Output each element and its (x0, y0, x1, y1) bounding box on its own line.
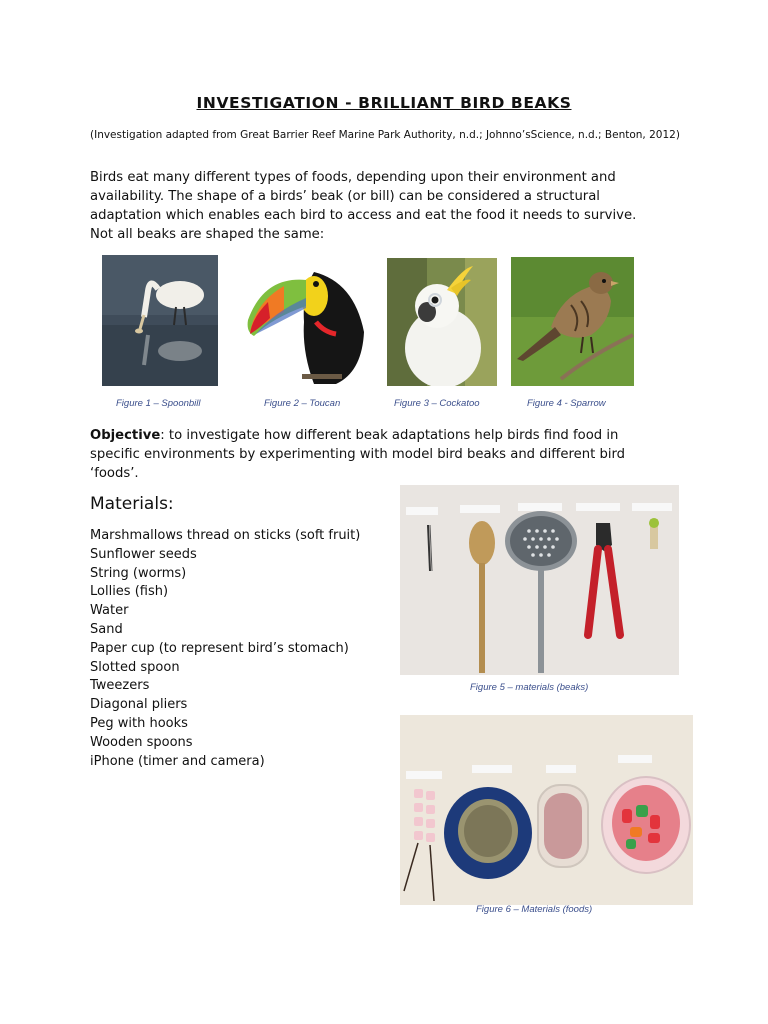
materials-list (90, 527, 360, 771)
objective-paragraph (90, 426, 650, 483)
toucan-photo (244, 262, 368, 386)
list-item: Marshmallows thread on sticks (soft fruit) (90, 528, 361, 543)
spoonbill-photo (102, 255, 218, 386)
materials-heading: Materials: (90, 494, 174, 514)
list-item: Water (90, 603, 129, 619)
list-item: Slotted spoon (90, 659, 180, 675)
citation: (Investigation adapted from Great Barrier Reef Marine Park Authority, n.d.; Johnno’sScience, n.d.; Benton, 2012) (90, 129, 680, 141)
list-item: Wooden spoons (90, 734, 193, 750)
list-item: Sand (90, 621, 123, 637)
cockatoo-photo (387, 258, 497, 386)
figure-6-caption: Figure 6 – Materials (foods) (476, 904, 593, 915)
figure-1-caption: Figure 1 – Spoonbill (116, 398, 201, 409)
list-item: iPhone (timer and camera) (90, 753, 265, 769)
intro-paragraph: Birds eat many different types of foods, depending upon their environment and availability. The shape of a birds’ beak (or bill) can be considered a structural adaptation which enables each bird to access and eat the food it needs to survive. Not all beaks are shaped the same: (90, 170, 637, 242)
figure-2-caption: Figure 2 – Toucan (264, 398, 341, 409)
page-title: INVESTIGATION - BRILLIANT BIRD BEAKS (196, 94, 572, 112)
list-item: Diagonal pliers (90, 697, 188, 713)
objective-label: Objective (90, 428, 161, 443)
list-item: Sunflower seeds (90, 546, 197, 562)
figure-4-caption: Figure 4 - Sparrow (527, 398, 606, 409)
beaks-materials-photo (400, 485, 679, 675)
objective-text: : to investigate how different beak adaptations help birds find food in specific environments by experimenting with model bird beaks and different bird ‘foods’. (90, 428, 626, 481)
sparrow-photo (511, 257, 634, 386)
figure-3-caption: Figure 3 – Cockatoo (394, 398, 480, 409)
list-item: Paper cup (to represent bird’s stomach) (90, 640, 349, 656)
list-item: Peg with hooks (90, 715, 188, 731)
list-item: Tweezers (90, 678, 150, 694)
list-item: String (worms) (90, 565, 187, 581)
figure-5-caption: Figure 5 – materials (beaks) (470, 682, 589, 693)
list-item: Lollies (fish) (90, 584, 169, 600)
foods-materials-photo (400, 715, 693, 905)
